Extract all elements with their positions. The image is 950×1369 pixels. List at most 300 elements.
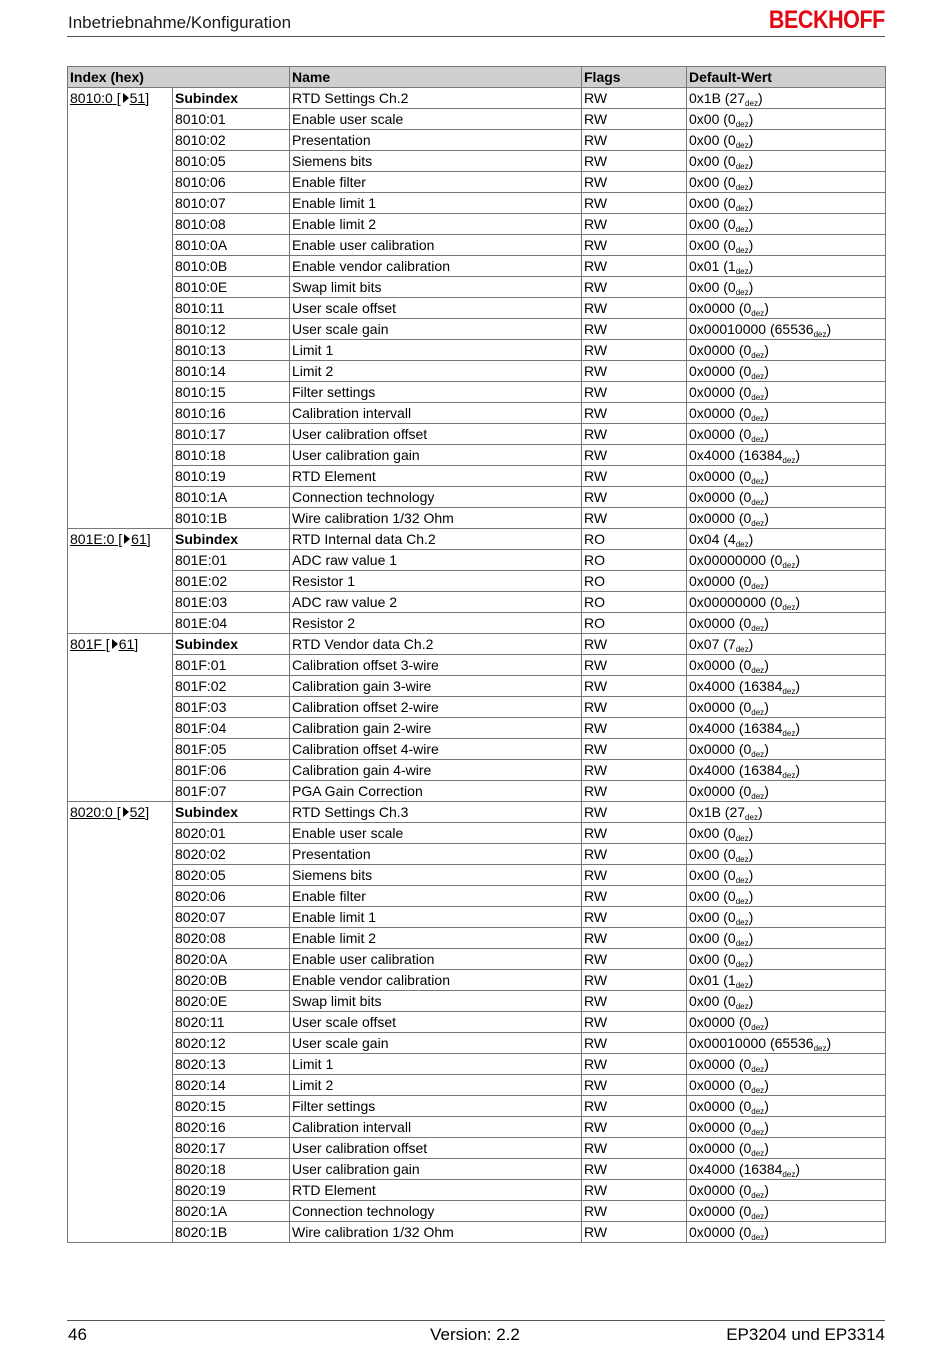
default-value: 0x0000 (0: [689, 1055, 752, 1072]
page-number: 46: [68, 1325, 87, 1344]
closing-paren: ): [764, 614, 769, 631]
table-row: [68, 151, 886, 172]
default-value: 0x0000 (0: [689, 656, 752, 673]
table-row: [68, 949, 886, 970]
table-row: [68, 193, 886, 214]
name-cell: Siemens bits: [290, 865, 582, 886]
subindex-cell: 8010:02: [173, 130, 290, 151]
decimal-subscript: dez: [745, 812, 758, 822]
closing-paren: ): [748, 929, 754, 946]
name-cell: Enable user scale: [290, 109, 582, 130]
default-value-cell: [687, 193, 886, 214]
link-arrow-icon: [124, 534, 130, 544]
closing-paren: ): [795, 551, 800, 568]
name-cell: Siemens bits: [290, 151, 582, 172]
subindex-cell: 8010:19: [173, 466, 290, 487]
subindex-cell: 8010:0B: [173, 256, 290, 277]
flags-cell: RW: [582, 1033, 687, 1054]
table-row: [68, 1096, 886, 1117]
subindex-cell: 801F:05: [173, 739, 290, 760]
default-value-cell: [687, 1138, 886, 1159]
subindex-cell: 801F:03: [173, 697, 290, 718]
name-cell: ADC raw value 2: [290, 592, 582, 613]
default-value: 0x0000 (0: [689, 404, 752, 421]
flags-cell: RW: [582, 1012, 687, 1033]
closing-paren: ): [764, 1076, 769, 1093]
default-value: 0x4000 (16384: [689, 1160, 783, 1177]
footer-divider: [67, 1320, 885, 1321]
flags-cell: RO: [582, 550, 687, 571]
subindex-cell: 8020:0A: [173, 949, 290, 970]
table-row: [68, 1012, 886, 1033]
index-value: 801F: [70, 636, 102, 652]
name-cell: Resistor 2: [290, 613, 582, 634]
flags-cell: RW: [582, 928, 687, 949]
closing-paren: ): [764, 782, 769, 799]
column-header-index: Index (hex): [68, 67, 290, 88]
decimal-subscript: dez: [751, 350, 765, 360]
subindex-cell: 8010:17: [173, 424, 290, 445]
decimal-subscript: dez: [735, 245, 749, 255]
default-value-cell: [687, 382, 886, 403]
default-value-cell: [687, 1033, 886, 1054]
closing-paren: ): [764, 740, 769, 757]
name-cell: Filter settings: [290, 382, 582, 403]
table-body: [68, 88, 886, 1243]
default-value-cell: [687, 1075, 886, 1096]
flags-cell: RW: [582, 802, 687, 823]
decimal-subscript: dez: [751, 707, 765, 717]
closing-paren: ): [748, 845, 754, 862]
subindex-cell: 8020:11: [173, 1012, 290, 1033]
index-cell: [68, 529, 173, 634]
subindex-cell: 8020:12: [173, 1033, 290, 1054]
default-value-cell: [687, 340, 886, 361]
closing-paren: ): [764, 299, 769, 316]
name-cell: Calibration intervall: [290, 403, 582, 424]
closing-paren: ): [748, 173, 754, 190]
default-value-cell: [687, 1054, 886, 1075]
index-value: 801E:0: [70, 531, 115, 547]
flags-cell: RW: [582, 697, 687, 718]
closing-paren: ): [764, 1097, 769, 1114]
default-value-cell: [687, 1222, 886, 1243]
closing-paren: ): [826, 1034, 832, 1051]
decimal-subscript: dez: [735, 980, 749, 990]
decimal-subscript: dez: [751, 1064, 765, 1074]
closing-paren: ): [826, 320, 832, 337]
flags-cell: RW: [582, 130, 687, 151]
subindex-cell: 8020:1A: [173, 1201, 290, 1222]
flags-cell: RW: [582, 655, 687, 676]
default-value: 0x07 (7: [689, 635, 736, 652]
default-value-cell: [687, 634, 886, 655]
closing-paren: ): [764, 656, 769, 673]
table-row: [68, 361, 886, 382]
name-cell: RTD Internal data Ch.2: [290, 529, 582, 550]
closing-paren: ): [795, 446, 800, 463]
subindex-cell: 8020:05: [173, 865, 290, 886]
decimal-subscript: dez: [751, 1148, 765, 1158]
default-value-cell: [687, 571, 886, 592]
flags-cell: RW: [582, 886, 687, 907]
link-arrow-icon: [112, 639, 118, 649]
table-row: [68, 466, 886, 487]
name-cell: Enable vendor calibration: [290, 970, 582, 991]
default-value-cell: [687, 466, 886, 487]
name-cell: Limit 1: [290, 1054, 582, 1075]
decimal-subscript: dez: [782, 455, 796, 465]
index-link[interactable]: 8010:0 [ 51]: [70, 90, 150, 106]
decimal-subscript: dez: [735, 287, 749, 297]
default-value-cell: [687, 907, 886, 928]
decimal-subscript: dez: [751, 413, 765, 423]
default-value: 0x0000 (0: [689, 698, 752, 715]
default-value: 0x0000 (0: [689, 467, 752, 484]
subindex-cell: 8010:12: [173, 319, 290, 340]
table-row: [68, 508, 886, 529]
name-cell: Calibration offset 3-wire: [290, 655, 582, 676]
flags-cell: RW: [582, 634, 687, 655]
subindex-cell: 801F:06: [173, 760, 290, 781]
flags-cell: RW: [582, 907, 687, 928]
index-cell: [68, 634, 173, 802]
table-row: [68, 277, 886, 298]
default-value: 0x00 (0: [689, 866, 736, 883]
flags-cell: RW: [582, 361, 687, 382]
closing-paren: ): [764, 1139, 769, 1156]
flags-cell: RW: [582, 235, 687, 256]
default-value-cell: [687, 1201, 886, 1222]
table-row: [68, 991, 886, 1012]
default-value: 0x0000 (0: [689, 1181, 752, 1198]
decimal-subscript: dez: [751, 371, 765, 381]
default-value: 0x00010000 (65536: [689, 320, 814, 337]
default-value: 0x00 (0: [689, 992, 736, 1009]
subindex-cell: 8010:1B: [173, 508, 290, 529]
subindex-cell: Subindex: [173, 634, 290, 655]
default-value: 0x00 (0: [689, 908, 736, 925]
subindex-cell: 801E:01: [173, 550, 290, 571]
subindex-cell: 8020:0B: [173, 970, 290, 991]
flags-cell: RW: [582, 781, 687, 802]
subindex-cell: 8010:0A: [173, 235, 290, 256]
subindex-cell: 8010:06: [173, 172, 290, 193]
flags-cell: RW: [582, 949, 687, 970]
subindex-cell: 8020:02: [173, 844, 290, 865]
decimal-subscript: dez: [735, 938, 749, 948]
default-value: 0x0000 (0: [689, 299, 752, 316]
flags-cell: RW: [582, 88, 687, 109]
subindex-cell: 801F:04: [173, 718, 290, 739]
flags-cell: RW: [582, 424, 687, 445]
index-link[interactable]: 801E:0 [ 61]: [70, 531, 151, 547]
closing-paren: ): [764, 362, 769, 379]
beckhoff-logo: BECKHOFF: [768, 6, 885, 34]
flags-cell: RW: [582, 508, 687, 529]
name-cell: Calibration gain 3-wire: [290, 676, 582, 697]
table-row: [68, 445, 886, 466]
default-value-cell: [687, 361, 886, 382]
closing-paren: ): [748, 971, 754, 988]
flags-cell: RW: [582, 991, 687, 1012]
default-value-cell: [687, 487, 886, 508]
default-value: 0x0000 (0: [689, 782, 752, 799]
index-page-ref: 61: [118, 636, 135, 652]
subindex-cell: 8020:08: [173, 928, 290, 949]
default-value: 0x4000 (16384: [689, 719, 783, 736]
flags-cell: RW: [582, 445, 687, 466]
decimal-subscript: dez: [735, 203, 749, 213]
decimal-subscript: dez: [735, 644, 749, 654]
flags-cell: RW: [582, 151, 687, 172]
closing-paren: ): [795, 593, 800, 610]
closing-paren: ): [748, 152, 754, 169]
table-row: [68, 1138, 886, 1159]
index-page-ref: 52: [129, 804, 146, 820]
table-row: [68, 970, 886, 991]
decimal-subscript: dez: [751, 1085, 765, 1095]
subindex-cell: 8020:13: [173, 1054, 290, 1075]
index-cell: [68, 88, 173, 529]
default-value-cell: [687, 235, 886, 256]
decimal-subscript: dez: [751, 476, 765, 486]
subindex-cell: 8020:06: [173, 886, 290, 907]
index-value: 8010:0: [70, 90, 113, 106]
default-value-cell: [687, 592, 886, 613]
subindex-cell: 8020:14: [173, 1075, 290, 1096]
flags-cell: RW: [582, 1096, 687, 1117]
closing-paren: ): [764, 572, 769, 589]
decimal-subscript: dez: [751, 1190, 765, 1200]
subindex-cell: 8010:13: [173, 340, 290, 361]
name-cell: Presentation: [290, 844, 582, 865]
default-value-cell: [687, 445, 886, 466]
decimal-subscript: dez: [751, 392, 765, 402]
default-value: 0x0000 (0: [689, 362, 752, 379]
subindex-cell: 8010:07: [173, 193, 290, 214]
name-cell: PGA Gain Correction: [290, 781, 582, 802]
flags-cell: RW: [582, 298, 687, 319]
default-value-cell: [687, 1180, 886, 1201]
subindex-cell: 8010:1A: [173, 487, 290, 508]
subindex-cell: 8020:0E: [173, 991, 290, 1012]
table-row: [68, 403, 886, 424]
default-value: 0x01 (1: [689, 971, 736, 988]
default-value-cell: [687, 823, 886, 844]
subindex-cell: Subindex: [173, 529, 290, 550]
default-value-cell: [687, 298, 886, 319]
name-cell: Enable limit 1: [290, 907, 582, 928]
index-cell: [68, 802, 173, 1243]
decimal-subscript: dez: [735, 896, 749, 906]
default-value: 0x04 (4: [689, 530, 736, 547]
index-link[interactable]: 801F [ 61]: [70, 636, 139, 652]
default-value: 0x00 (0: [689, 152, 736, 169]
decimal-subscript: dez: [751, 1022, 765, 1032]
index-page-ref: 61: [131, 531, 147, 547]
default-value-cell: [687, 739, 886, 760]
decimal-subscript: dez: [751, 1127, 765, 1137]
flags-cell: RW: [582, 403, 687, 424]
default-value-cell: [687, 319, 886, 340]
table-row: [68, 571, 886, 592]
table-row: [68, 907, 886, 928]
decimal-subscript: dez: [751, 581, 765, 591]
default-value: 0x4000 (16384: [689, 446, 783, 463]
default-value: 0x00 (0: [689, 824, 736, 841]
default-value: 0x0000 (0: [689, 383, 752, 400]
closing-paren: ): [757, 803, 763, 820]
default-value: 0x0000 (0: [689, 1013, 752, 1030]
decimal-subscript: dez: [745, 98, 758, 108]
flags-cell: RO: [582, 571, 687, 592]
flags-cell: RW: [582, 1117, 687, 1138]
table-row: [68, 1117, 886, 1138]
object-directory-table: [67, 66, 886, 1243]
name-cell: Enable limit 1: [290, 193, 582, 214]
table-row: [68, 634, 886, 655]
table-row: [68, 592, 886, 613]
name-cell: RTD Settings Ch.2: [290, 88, 582, 109]
name-cell: User calibration gain: [290, 1159, 582, 1180]
default-value-cell: [687, 655, 886, 676]
flags-cell: RW: [582, 466, 687, 487]
flags-cell: RW: [582, 1075, 687, 1096]
flags-cell: RW: [582, 844, 687, 865]
default-value: 0x00 (0: [689, 887, 736, 904]
default-value: 0x4000 (16384: [689, 761, 783, 778]
link-arrow-icon: [123, 807, 129, 817]
subindex-cell: 801F:01: [173, 655, 290, 676]
column-header-default-value: Default-Wert: [687, 67, 886, 88]
default-value: 0x00 (0: [689, 845, 736, 862]
default-value: 0x00 (0: [689, 110, 736, 127]
closing-paren: ): [764, 425, 769, 442]
default-value-cell: [687, 172, 886, 193]
table-row: [68, 1222, 886, 1243]
default-value-cell: [687, 844, 886, 865]
closing-paren: ): [764, 488, 769, 505]
flags-cell: RW: [582, 1180, 687, 1201]
table-row: [68, 319, 886, 340]
decimal-subscript: dez: [751, 1232, 765, 1242]
closing-paren: ): [748, 131, 754, 148]
table-row: [68, 382, 886, 403]
table-row: [68, 88, 886, 109]
default-value: 0x00 (0: [689, 929, 736, 946]
subindex-cell: 8010:14: [173, 361, 290, 382]
table-row: [68, 613, 886, 634]
decimal-subscript: dez: [782, 1169, 796, 1179]
closing-paren: ): [748, 908, 754, 925]
name-cell: Enable user calibration: [290, 235, 582, 256]
default-value: 0x0000 (0: [689, 614, 752, 631]
subindex-cell: 801E:04: [173, 613, 290, 634]
flags-cell: RW: [582, 109, 687, 130]
decimal-subscript: dez: [751, 1211, 765, 1221]
subindex-cell: 8020:01: [173, 823, 290, 844]
decimal-subscript: dez: [735, 917, 749, 927]
name-cell: Connection technology: [290, 1201, 582, 1222]
flags-cell: RW: [582, 1054, 687, 1075]
default-value-cell: [687, 508, 886, 529]
table-row: [68, 718, 886, 739]
flags-cell: RW: [582, 1201, 687, 1222]
decimal-subscript: dez: [735, 875, 749, 885]
subindex-cell: 8020:16: [173, 1117, 290, 1138]
table-row: [68, 928, 886, 949]
subindex-cell: 8010:05: [173, 151, 290, 172]
product-name: EP3204 und EP3314: [726, 1325, 885, 1344]
default-value: 0x00 (0: [689, 173, 736, 190]
decimal-subscript: dez: [735, 959, 749, 969]
default-value-cell: [687, 697, 886, 718]
default-value-cell: [687, 676, 886, 697]
closing-paren: ): [764, 404, 769, 421]
subindex-cell: 8010:18: [173, 445, 290, 466]
name-cell: Filter settings: [290, 1096, 582, 1117]
decimal-subscript: dez: [782, 602, 796, 612]
table-row: [68, 697, 886, 718]
index-link[interactable]: 8020:0 [ 52]: [70, 804, 150, 820]
flags-cell: RW: [582, 718, 687, 739]
name-cell: RTD Settings Ch.3: [290, 802, 582, 823]
default-value: 0x1B (27: [689, 803, 746, 820]
default-value-cell: [687, 424, 886, 445]
default-value-cell: [687, 718, 886, 739]
table-row: [68, 424, 886, 445]
default-value-cell: [687, 781, 886, 802]
column-header-flags: Flags: [582, 67, 687, 88]
default-value-cell: [687, 109, 886, 130]
flags-cell: RW: [582, 1222, 687, 1243]
default-value-cell: [687, 991, 886, 1012]
closing-paren: ): [764, 1055, 769, 1072]
table-row: [68, 676, 886, 697]
table-row: [68, 1159, 886, 1180]
default-value-cell: [687, 151, 886, 172]
link-arrow-icon: [123, 93, 129, 103]
closing-paren: ): [748, 824, 754, 841]
decimal-subscript: dez: [735, 833, 749, 843]
default-value-cell: [687, 970, 886, 991]
default-value: 0x0000 (0: [689, 1097, 752, 1114]
name-cell: Presentation: [290, 130, 582, 151]
closing-paren: ): [748, 278, 754, 295]
decimal-subscript: dez: [735, 182, 749, 192]
subindex-cell: 8020:07: [173, 907, 290, 928]
document-version: Version: 2.2: [430, 1325, 520, 1344]
default-value: 0x01 (1: [689, 257, 736, 274]
closing-paren: ): [795, 677, 800, 694]
default-value-cell: [687, 529, 886, 550]
decimal-subscript: dez: [782, 770, 796, 780]
header-divider: [67, 36, 885, 37]
name-cell: User calibration offset: [290, 1138, 582, 1159]
closing-paren: ): [764, 509, 769, 526]
decimal-subscript: dez: [782, 728, 796, 738]
subindex-cell: 8020:18: [173, 1159, 290, 1180]
table-row: [68, 235, 886, 256]
default-value: 0x0000 (0: [689, 740, 752, 757]
name-cell: RTD Vendor data Ch.2: [290, 634, 582, 655]
closing-paren: ): [764, 1202, 769, 1219]
flags-cell: RW: [582, 214, 687, 235]
default-value-cell: [687, 613, 886, 634]
name-cell: Calibration gain 2-wire: [290, 718, 582, 739]
table-row: [68, 823, 886, 844]
